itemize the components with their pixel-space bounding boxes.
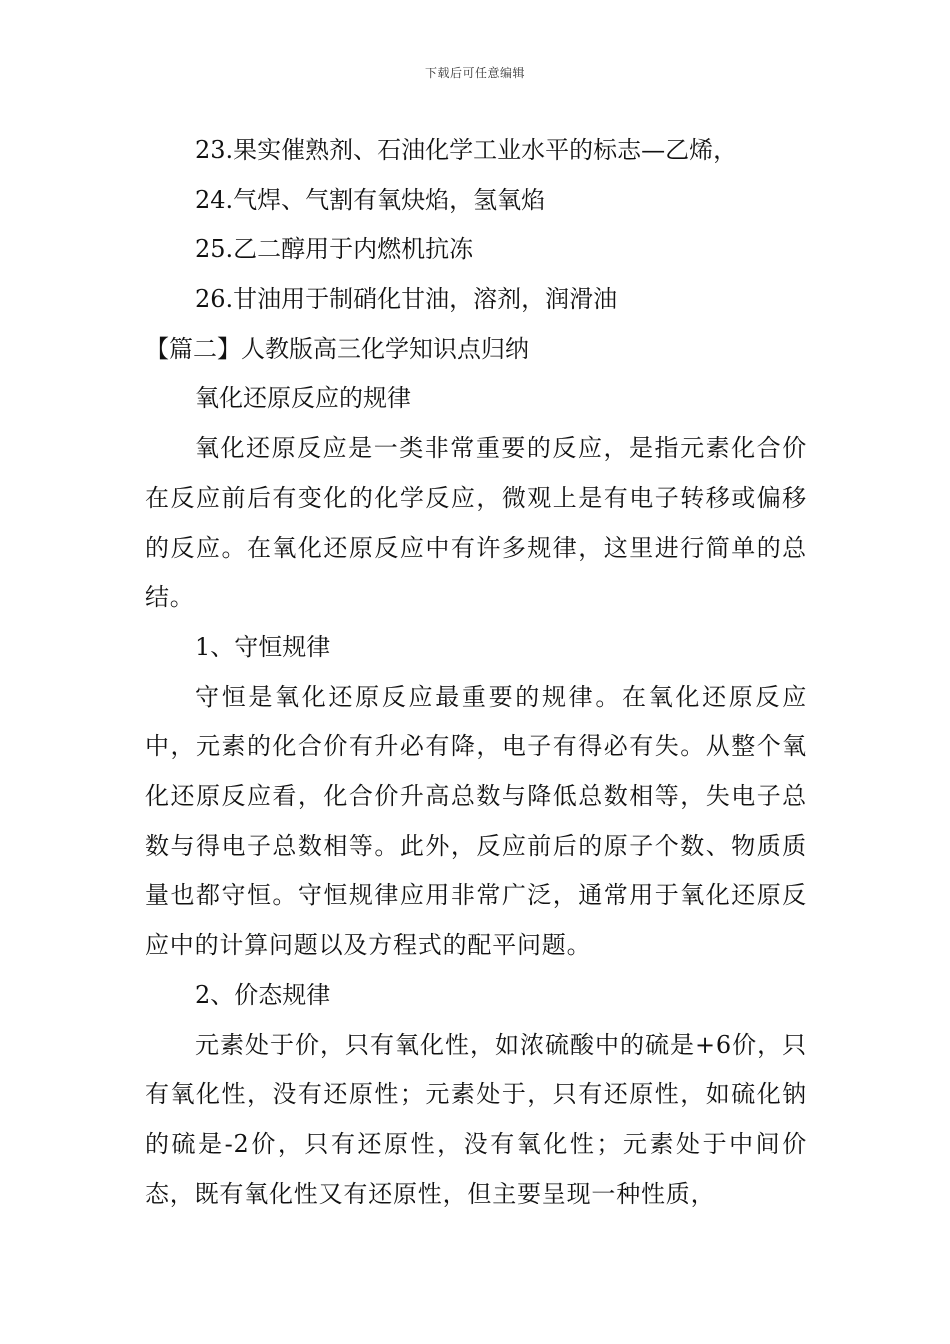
list-item: 24.气焊、气割有氧炔焰，氢氧焰 [195, 185, 546, 214]
list-item: 25.乙二醇用于内燃机抗冻 [195, 235, 474, 264]
rule-2-heading: 2、价态规律 [195, 980, 331, 1009]
subtitle: 氧化还原反应的规律 [195, 384, 411, 413]
intro-paragraph: 氧化还原反应是一类非常重要的反应，是指元素化合价在反应前后有变化的化学反应，微观上是有电子转移或偏移的反应。在氧化还原反应中有许多规律，这里进行简单的总结。 [145, 434, 807, 612]
rule-2-paragraph: 元素处于价，只有氧化性，如浓硫酸中的硫是+6价，只有氧化性，没有还原性；元素处于，只有还原性，如硫化钠的硫是-2价，只有还原性，没有氧化性；元素处于中间价态，既有氧化性又有还原性，但主要呈现一种性质， [145, 1030, 807, 1208]
list-item: 23.果实催熟剂、石油化学工业水平的标志—乙烯， [195, 136, 738, 164]
document-body [145, 126, 807, 1219]
rule-1-paragraph: 守恒是氧化还原反应最重要的规律。在氧化还原反应中，元素的化合价有升必有降，电子有得必有失。从整个氧化还原反应看，化合价升高总数与降低总数相等，失电子总数与得电子总数相等。此外，反应前后的原子个数、物质质量也都守恒。守恒规律应用非常广泛，通常用于氧化还原反应中的计算问题以及方程式的配平问题。 [145, 682, 807, 960]
rule-1-heading: 1、守恒规律 [195, 632, 331, 661]
section-title: 【篇二】人教版高三化学知识点归纳 [145, 334, 529, 363]
page-header: 下载后可任意编辑 [424, 66, 525, 80]
list-item: 26.甘油用于制硝化甘油，溶剂，润滑油 [195, 285, 618, 314]
